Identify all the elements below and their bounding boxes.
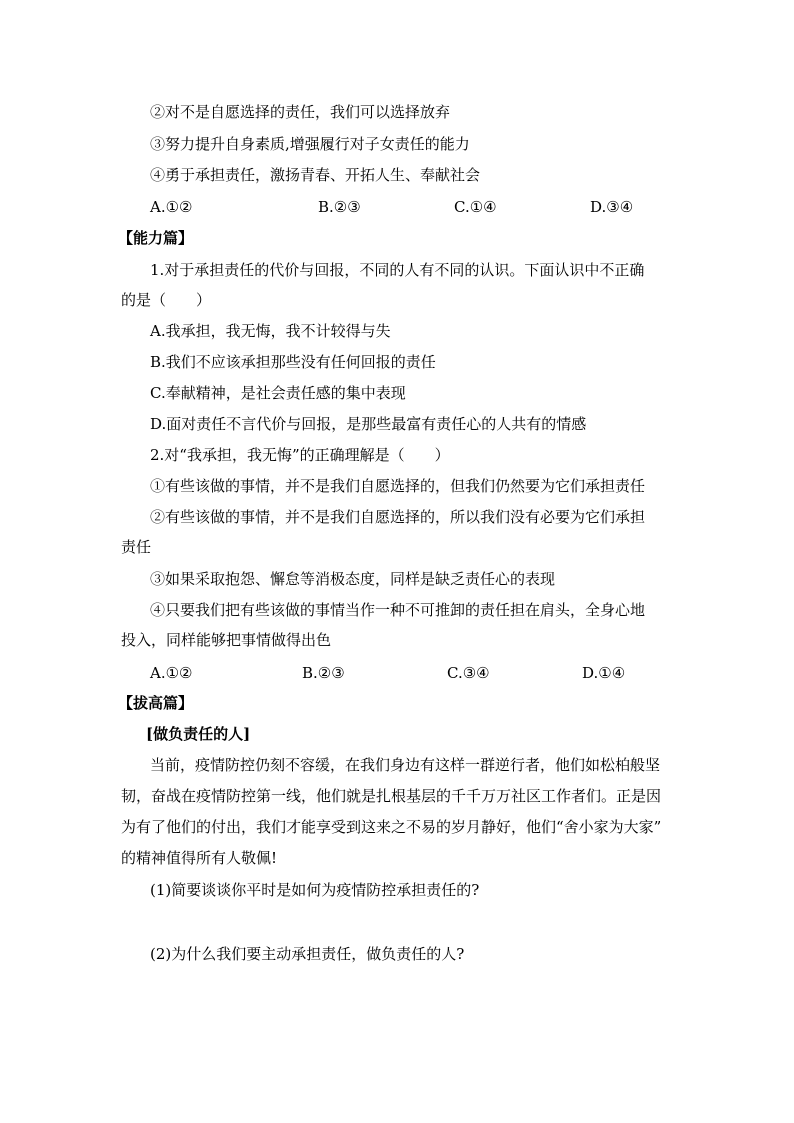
- advanced-heading: 【拔高篇】: [118, 694, 194, 712]
- option-b: B.②③: [318, 198, 361, 216]
- material-line-4: 的精神值得所有人敬佩!: [121, 849, 278, 867]
- q2-option-c: C.③④: [447, 664, 490, 682]
- statement-4: ④勇于承担责任，激扬青春、开拓人生、奉献社会: [150, 166, 481, 184]
- q2-statement-3: ③如果采取抱怨、懈怠等消极态度，同样是缺乏责任心的表现: [150, 570, 556, 588]
- q2-statement-2-line2: 责任: [121, 538, 152, 556]
- ability-heading: 【能力篇】: [118, 229, 194, 247]
- q1-option-d: D.面对责任不言代价与回报，是那些最富有责任心的人共有的情感: [150, 415, 587, 433]
- option-c: C.①④: [454, 198, 497, 216]
- q2-option-d: D.①④: [582, 664, 626, 682]
- statement-3: ③努力提升自身素质,增强履行对子女责任的能力: [150, 135, 470, 153]
- q1-option-b: B.我们不应该承担那些没有任何回报的责任: [150, 353, 436, 371]
- statement-2: ②对不是自愿选择的责任，我们可以选择放弃: [150, 103, 451, 121]
- q2-statement-1: ①有些该做的事情，并不是我们自愿选择的，但我们仍然要为它们承担责任: [150, 477, 646, 495]
- material-line-1: 当前，疫情防控仍刻不容缓，在我们身边有这样一群逆行者，他们如松柏般坚: [150, 756, 661, 774]
- q2-option-b: B.②③: [302, 664, 345, 682]
- material-title: [做负责任的人]: [146, 725, 251, 743]
- option-d: D.③④: [590, 198, 634, 216]
- q2-statement-4-line2: 投入，同样能够把事情做得出色: [121, 631, 332, 649]
- q1-option-c: C.奉献精神，是社会责任感的集中表现: [150, 384, 406, 402]
- advanced-question-1: (1)简要谈谈你平时是如何为疫情防控承担责任的?: [150, 881, 480, 899]
- q1-stem-line1: 1.对于承担责任的代价与回报，不同的人有不同的认识。下面认识中不正确: [150, 261, 645, 279]
- q1-option-a: A.我承担，我无悔，我不计较得与失: [150, 322, 391, 340]
- material-line-3: 为有了他们的付出，我们才能享受到这来之不易的岁月静好，他们“舍小家为大家”: [121, 818, 662, 836]
- q2-option-a: A.①②: [150, 664, 193, 682]
- q2-statement-4-line1: ④只要我们把有些该做的事情当作一种不可推卸的责任担在肩头，全身心地: [150, 601, 646, 619]
- material-line-2: 韧，奋战在疫情防控第一线，他们就是扎根基层的千千万万社区工作者们。正是因: [121, 787, 662, 805]
- option-a: A.①②: [150, 198, 193, 216]
- q1-stem-line2: 的是（ ）: [121, 291, 212, 309]
- q2-stem: 2.对“我承担，我无悔”的正确理解是（ ）: [150, 446, 450, 464]
- advanced-question-2: (2)为什么我们要主动承担责任，做负责任的人?: [150, 945, 465, 963]
- q2-statement-2-line1: ②有些该做的事情，并不是我们自愿选择的，所以我们没有必要为它们承担: [150, 508, 646, 526]
